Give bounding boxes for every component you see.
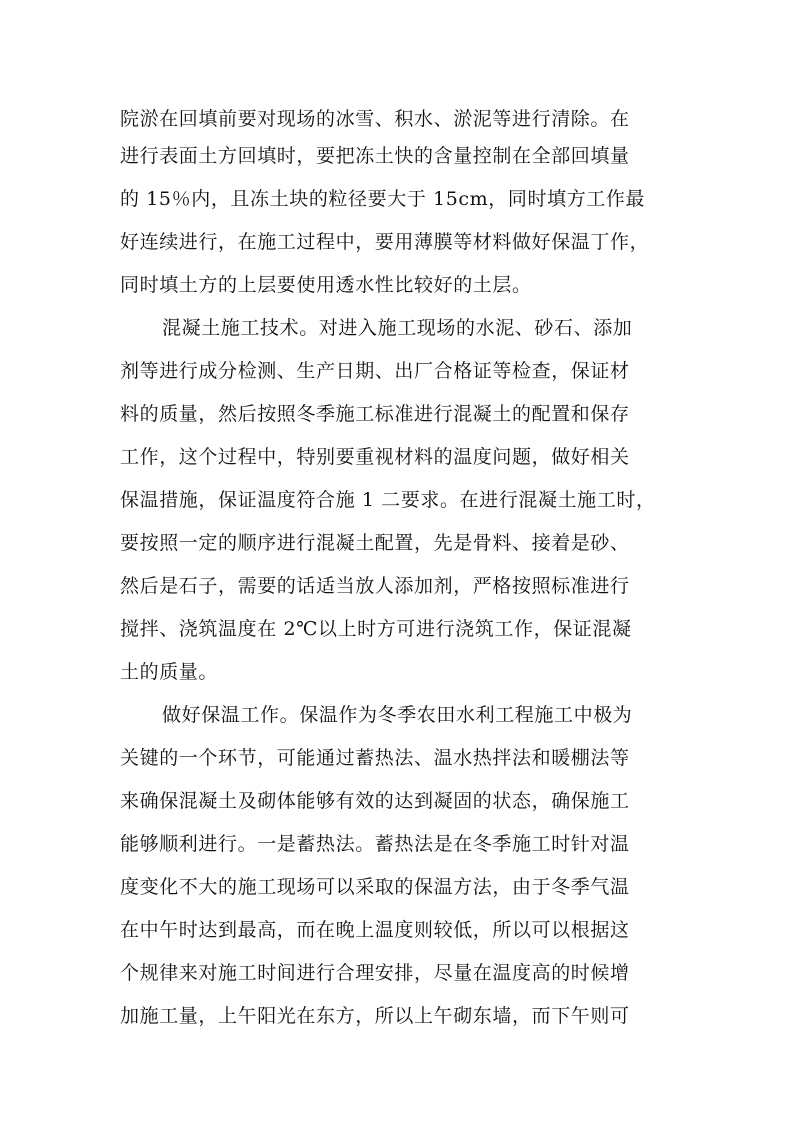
text-line: 个规律来对施工时间进行合理安排，尽量在温度高的时候增 xyxy=(120,962,630,984)
text-line: 搅拌、浇筑温度在 2℃以上时方可进行浇筑工作，保证混凝 xyxy=(120,618,632,640)
text-line: 工作，这个过程中，特别要重视材料的温度问题，做好相关 xyxy=(120,446,630,468)
text-line: 在中午时达到最高，而在晚上温度则较低，所以可以根据这 xyxy=(120,919,630,941)
text-line: 好连续进行，在施工过程中，要用薄膜等材料做好保温丁作， xyxy=(120,231,650,253)
text-line: 保温措施，保证温度符合施 1 二要求。在进行混凝土施工时， xyxy=(120,489,656,511)
text-line: 来确保混凝土及砌体能够有效的达到凝固的状态，确保施工 xyxy=(120,790,630,812)
text-line: 加施工量，上午阳光在东方，所以上午砌东墙，而下午则可 xyxy=(120,1005,630,1027)
text-line: 然后是石子，需要的话适当放人添加剂，严格按照标准进行 xyxy=(120,575,630,597)
paragraph-heading-line: 做好保温工作。保温作为冬季农田水利工程施工中极为 xyxy=(162,704,633,726)
text-line: 关键的一个环节，可能通过蓄热法、温水热拌法和暖棚法等 xyxy=(120,747,630,769)
text-line: 进行表面土方回填时，要把冻土快的含量控制在全部回填量 xyxy=(120,145,630,167)
paragraph-heading-line: 混凝土施工技术。对进入施工现场的水泥、砂石、添加 xyxy=(162,317,633,339)
text-line: 院淤在回填前要对现场的冰雪、积水、淤泥等进行清除。在 xyxy=(120,108,630,130)
text-line: 要按照一定的顺序进行混凝土配置，先是骨料、接着是砂、 xyxy=(120,532,630,554)
text-line: 的 15％内，且冻土块的粒径要大于 15cm，同时填方工作最 xyxy=(120,188,646,210)
text-line: 度变化不大的施工现场可以采取的保温方法，由于冬季气温 xyxy=(120,876,630,898)
text-line: 剂等进行成分检测、生产日期、出厂合格证等检查，保证材 xyxy=(120,360,630,382)
text-line: 同时填土方的上层要使用透水性比较好的土层。 xyxy=(120,274,532,296)
text-line: 能够顺利进行。一是蓄热法。蓄热法是在冬季施工时针对温 xyxy=(120,833,630,855)
text-line: 料的质量，然后按照冬季施工标准进行混凝土的配置和保存 xyxy=(120,403,630,425)
text-line: 土的质量。 xyxy=(120,661,219,683)
